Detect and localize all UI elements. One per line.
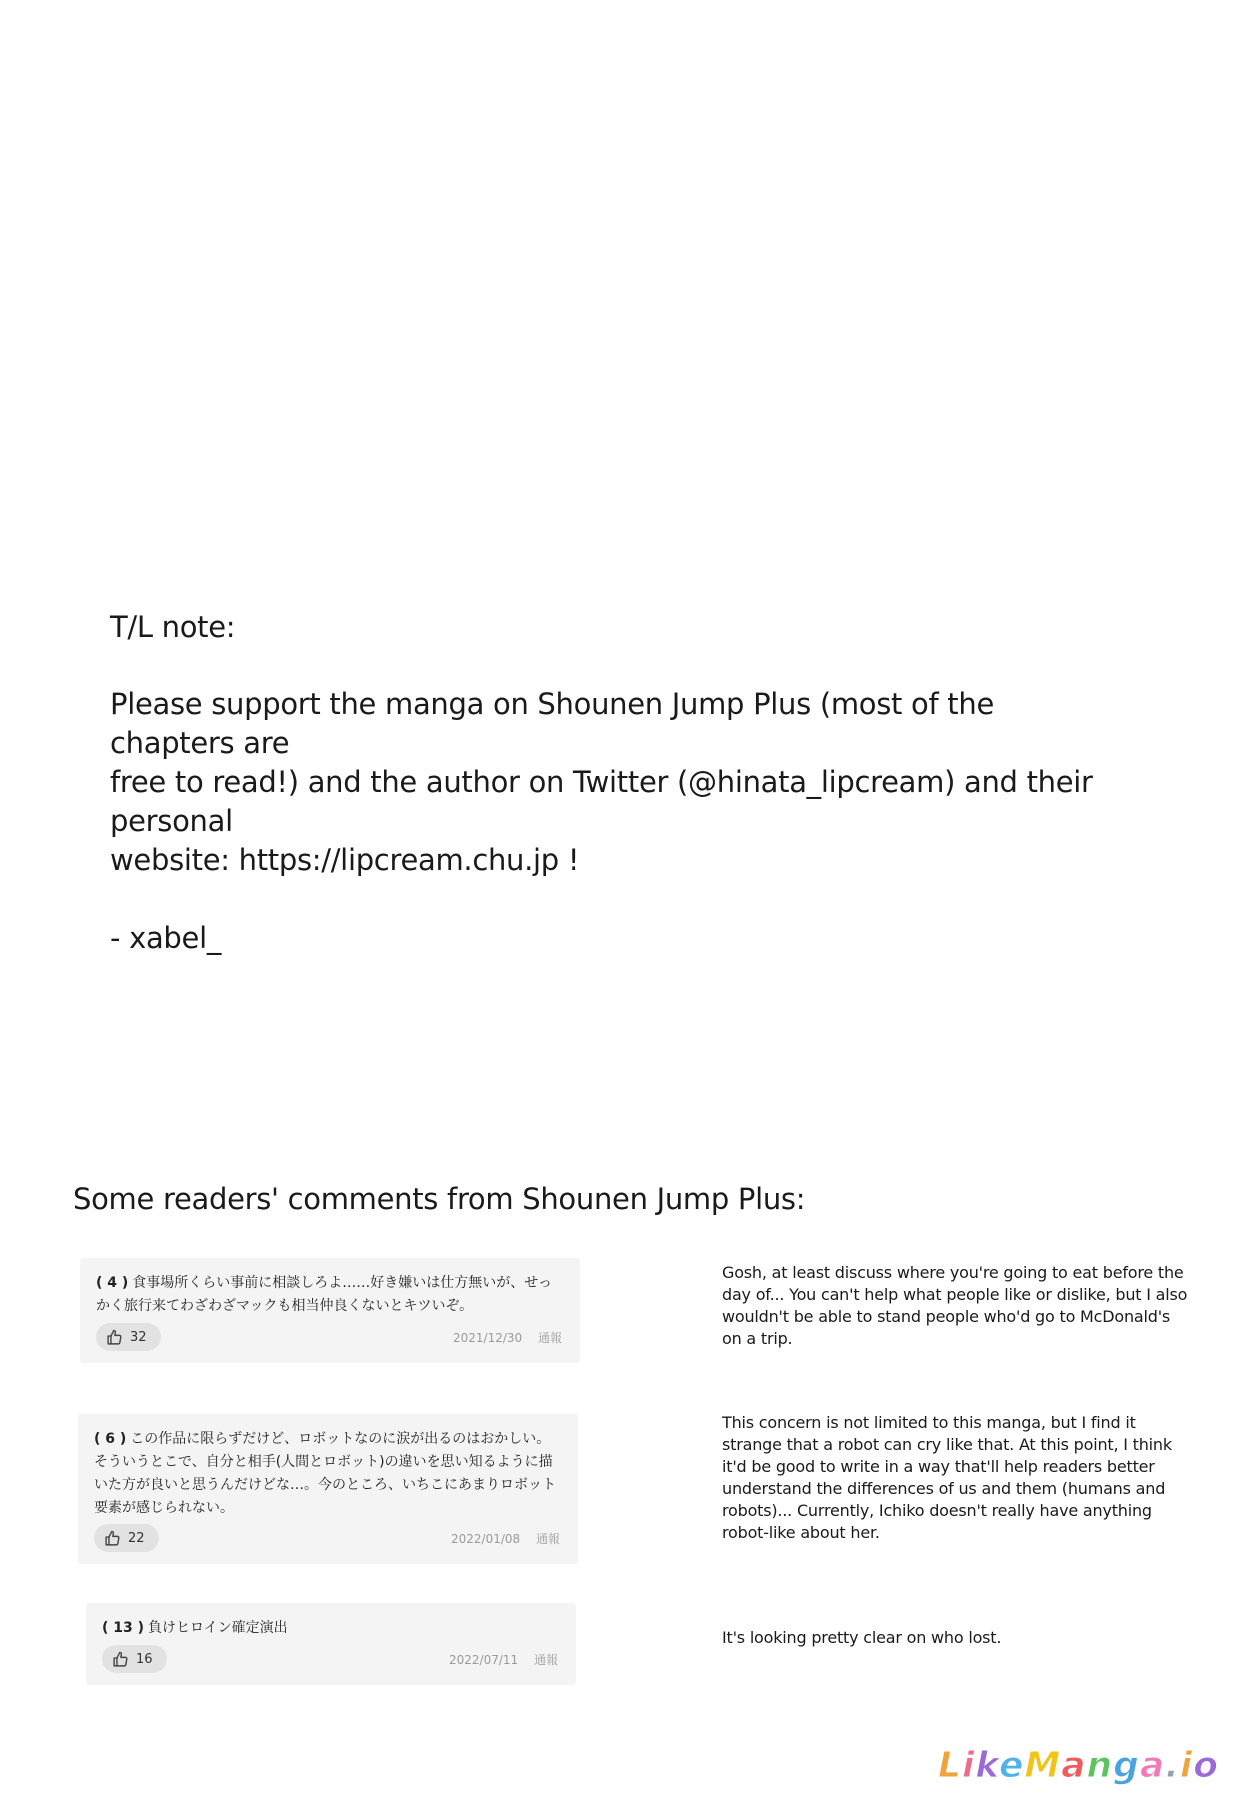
site-watermark <box>938 1745 1219 1786</box>
comment-date: 2022/01/08 <box>450 1531 521 1546</box>
comment-card <box>80 1258 580 1363</box>
watermark-letter: g <box>1113 1745 1140 1786</box>
report-link[interactable]: 通報 <box>537 1330 562 1345</box>
comment-text <box>96 1272 564 1318</box>
watermark-letter: k <box>975 1745 999 1786</box>
watermark-letter: a <box>1139 1745 1166 1786</box>
like-button[interactable] <box>96 1323 161 1351</box>
comment-body: 食事場所くらい事前に相談しろよ……好き嫌いは仕方無いが、せっかく旅行来てわざわざマックも相当仲良くないとキツいぞ。 <box>96 1275 553 1314</box>
comment-number: ( 6 ) <box>94 1431 127 1447</box>
watermark-letter: e <box>998 1745 1025 1786</box>
comment-translation: This concern is not limited to this manga, but I find it strange that a robot can cry like that. At this point, I think it'd be good to write in a way that'll help readers better understand the differences of us and them (humans and robots)... Currently, Ichiko doesn't really have anything robot-like about her. <box>722 1413 1172 1542</box>
like-button[interactable] <box>102 1645 167 1673</box>
note-line: free to read!) and the author on Twitter (@hinata_lipcream) and their personal <box>110 765 1093 838</box>
watermark-letter: . <box>1165 1745 1180 1786</box>
comment-footer <box>96 1323 562 1351</box>
like-button[interactable] <box>94 1524 159 1552</box>
comment-footer <box>102 1645 558 1673</box>
comment-card <box>78 1414 578 1564</box>
note-line: website: https://lipcream.chu.jp ! <box>110 843 580 877</box>
thumbs-up-icon <box>106 1329 123 1346</box>
comment-number: ( 13 ) <box>102 1620 145 1636</box>
report-link[interactable]: 通報 <box>535 1531 560 1546</box>
watermark-letter: a <box>1061 1745 1087 1786</box>
comment-date: 2021/12/30 <box>452 1330 523 1345</box>
note-signature: - xabel_ <box>110 921 222 955</box>
report-link[interactable]: 通報 <box>533 1652 558 1667</box>
comments-section-title: Some readers' comments from Shounen Jump Plus: <box>73 1182 806 1216</box>
watermark-letter: M <box>1024 1745 1062 1786</box>
translator-note <box>110 608 1110 997</box>
like-count: 32 <box>130 1329 147 1345</box>
comment-meta <box>451 1530 560 1547</box>
like-count: 16 <box>136 1651 153 1667</box>
note-body <box>110 685 1110 880</box>
comment-body: 負けヒロイン確定演出 <box>148 1620 288 1636</box>
comment-meta <box>449 1651 558 1668</box>
note-heading: T/L note: <box>110 610 236 644</box>
watermark-letter: L <box>938 1745 962 1786</box>
comment-text <box>102 1617 560 1640</box>
watermark-letter: o <box>1193 1745 1219 1786</box>
note-line: Please support the manga on Shounen Jump Plus (most of the chapters are <box>110 687 994 760</box>
comment-number: ( 4 ) <box>96 1275 129 1291</box>
comment-footer <box>94 1524 560 1552</box>
thumbs-up-icon <box>104 1530 121 1547</box>
watermark-letter: n <box>1086 1745 1114 1786</box>
comment-meta <box>453 1329 562 1346</box>
comment-text <box>94 1428 562 1520</box>
like-count: 22 <box>128 1530 145 1546</box>
comment-body: この作品に限らずだけど、ロボットなのに涙が出るのはおかしい。そういうとこで、自分と相手(人間とロボット)の違いを思い知るように描いた方が良いと思うんだけどな…。今のところ、いちこにあまりロボット要素が感じられない。 <box>94 1431 556 1516</box>
watermark-letter: i <box>1179 1745 1194 1786</box>
watermark-letter: i <box>961 1745 976 1786</box>
thumbs-up-icon <box>112 1651 129 1668</box>
comment-translation: It's looking pretty clear on who lost. <box>722 1628 1002 1647</box>
comment-translation: Gosh, at least discuss where you're going to eat before the day of... You can't help what people like or dislike, but I also wouldn't be able to stand people who'd go to McDonald's on a trip. <box>722 1263 1188 1348</box>
comment-card <box>86 1603 576 1685</box>
comment-date: 2022/07/11 <box>448 1652 519 1667</box>
